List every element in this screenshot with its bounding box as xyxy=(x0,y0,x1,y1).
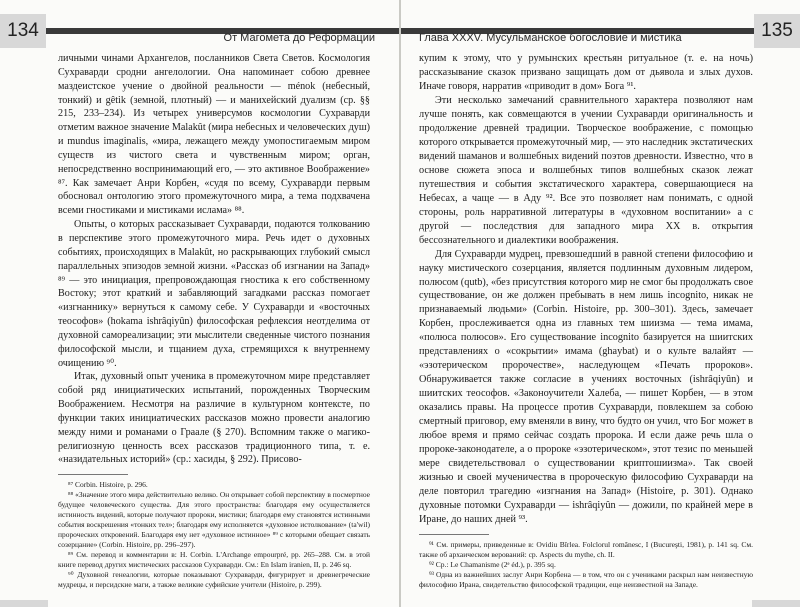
page-edge-marker xyxy=(0,600,48,607)
footnote: ⁹¹ См. примеры, приведенные в: Ovidiu Bîrlea. Folclorul românesc, I (Bucureşti, 1981), р. 141 sq. См. также об архаическом верований: ср. Aspects du mythe, ch. II. xyxy=(419,539,753,559)
footnotes xyxy=(58,480,370,589)
body-text xyxy=(58,52,370,589)
paragraph: Эти несколько замечаний сравнительного характера позволяют нам лучше понять, как совмещаются в учении Сухраварди оригинальность и продолжение древней традиции. Творческое воображение, с помощью которого открывается промежуточный мир, — это наследник экстатических видений шаманов и волшебных видений поэтов древности. Известно, что в основе сюжета эпоса и волшебных типов волшебных сказок лежат путешествия и события экстатического характера, совершающиеся на Небесах, а чаще — в Аду ⁹². Все это позволяет нам понимать, с одной стороны, роль нарративной литературы в «духовном воспитании» а с другой — последствия для западного мира XX в. открытия бессознательного и диалектики воображения. xyxy=(419,94,753,246)
page-number: 135 xyxy=(754,14,800,48)
right-page xyxy=(401,0,800,607)
footnote: ⁹² Ср.: Le Chamanisme (2ᵉ éd.), p. 395 sq. xyxy=(429,559,556,569)
footnotes xyxy=(419,540,753,590)
footnote: ⁹³ Одна из важнейших заслуг Анри Корбена — в том, что он с учениками раскрыл нам неизвестную философию Ирана, свидетельство философской традиции, еще неизвестной на Западе. xyxy=(419,569,753,589)
page-number: 134 xyxy=(0,14,46,48)
paragraph: Опыты, о которых рассказывает Сухраварди, подаются толкованию в перспективе этого промежуточного мира. Речь идет о духовных событиях, происходящих в Malakût, но раскрывающих глубокий смысл параллельных эпизодов земной жизни. «Рассказ об изгнании на Запад» ⁸⁹ — это инициация, препровождающая гностика к его собственному Востоку; этот краткий и забавляющий загадками рассказ помогает «изгнаннику» вернуться к самому себе. У Сухраварди и «восточных теософов» (hokama ishrâqiyûn) философская рефлексия неотделима от духовной самореализации; эти мыслители сведенные чистого познания философской мысли, и тщанием духа, стремящихся к внутреннему очищению ⁹⁰. xyxy=(58,219,370,369)
footnote-rule xyxy=(419,534,489,535)
paragraph: Для Сухраварди мудрец, превзошедший в равной степени философию и науку мистического созерцания, является подлинным духовным лидером, полюсом (qutb), «без присутствия которого мир не смог бы продолжать свое существование, он же должен пребывать в нем лишь incognito, никак не признаваемый людьми» (Corbin. Histoire, pp. 300–301). Здесь, замечает Корбен, прослеживается одна из главных тем шиизма — тема имама, «полюса полюсов». Его существование incognito базируется на шиитских представлениях о «сокрытии» имама (ghaybat) и о культе валайят — «эзотерическом пророчестве», наследующем «Печать пророков». Обнаруживается также согласие в учениях восточных (ishrâqiyûn) и шиитских теософов. «Законоучители Халеба, — пишет Корбен, — в этом оказались правы. На процессе против Сухраварди, повлекшем за собою смертный приговор, ему вменяли в вину, что будто он учил, что Бог может в любое время и прямо сейчас создать пророка. И если даже речь шла о пророке-законодателе, а о пророке «эзотерическом», этот тезис по меньшей мере свидетельствовал о существовании криптошиизма». Так своей жизнью и своей мученичества в пророческую философию Сухраварди на деле повторил трагедию «изгнания на Запад» (Histoire, p. 301). Однако духовные потомки Сухраварди — ishrâqiyûn — дожили, по крайней мере в Иране, до наших дней ⁹³. xyxy=(419,248,753,525)
footnote: ⁹⁰ Духовной генеалогии, которые показывают Сухраварди, фигурирует и древнегреческие мудрецы, и персидские маги, а также великие суфийские учители (Histoire, p. 299). xyxy=(58,569,370,589)
running-title: От Магомета до Реформации xyxy=(223,32,375,44)
body-text xyxy=(419,52,753,590)
footnote-rule xyxy=(58,474,128,475)
paragraph: Итак, духовный опыт ученика в промежуточном мире представляет собой ряд инициатических испытаний, порожденных Творческим Воображением. Несмотря на различие в культурном контексте, по функции таких инициатических рассказов можно провести аналогию между ними и романами о Граале (§ 270). Вспомним также о магико-религиозную ценность всех рассказов традиционного типа, т. е. «назидательных историй» (ср.: хасиды, § 292). Присово- xyxy=(58,371,370,466)
paragraph: личными чинами Архангелов, посланников Света Светов. Космология Сухраварди сродни ангелологии. Она напоминает собою древнее маздеистское учение о двойной реальности — ménok (небесный, тонкий) и gêtik (земной, плотный) — и манихейский дуализм (ср. §§ 215, 233–234). Из четырех универсумов космологии Сухраварди отметим важное значение Malakût (мира небесных и человеческих душ) и mundus imaginalis, «мира, лежащего между умопостигаемым миром существ из чистого света и чувственным миром; орган, непосредственно воспринимающий его, — это активное Воображение» ⁸⁷. Как замечает Анри Корбен, «судя по всему, Сухраварди первым обосновал онтологию этого промежуточного мира, а тема подхвачена всеми гностиками и мистиками ислама» ⁸⁸. xyxy=(58,53,370,217)
footnote: ⁸⁹ См. перевод и комментарии в: H. Corbin. L'Archange empourpré, pp. 265–288. См. в этой книге перевод других мистических рассказов Сухраварди. См.: En Islam iranien, II, p. 246 sq. xyxy=(58,549,370,569)
left-page xyxy=(0,0,399,607)
paragraph: купим к этому, что у румынских крестьян ритуальное (т. е. на ночь) рассказывание сказок призвано защищать дом от дьявола и злых духов. Иначе говоря, нарратив «приводит в дом» Бога ⁹¹. xyxy=(419,53,753,92)
footnote: ⁸⁷ Corbin. Histoire, p. 296. xyxy=(68,480,148,490)
running-title: Глава XXXV. Мусульманское богословие и мистика xyxy=(419,32,682,44)
page-edge-marker xyxy=(752,600,800,607)
footnote: ⁸⁸ «Значение этого мира действительно велико. Он открывает собой перспективу в посмертное будущее человеческого существа. Для этого пространства: благодаря ему осуществляется истинность видений, которые получают пророки, мистики; благодаря ему становятся истинными события воскрешения «тонких тел»; благодаря ему исполняется «духовное истолкование» (ta'wil) пророческих откровений. Благодаря ему нет «духовное истинное» ⁸⁹ с которыми обещает связать созерцание» (Corbin. Histoire, pp. 296–297). xyxy=(58,490,370,549)
